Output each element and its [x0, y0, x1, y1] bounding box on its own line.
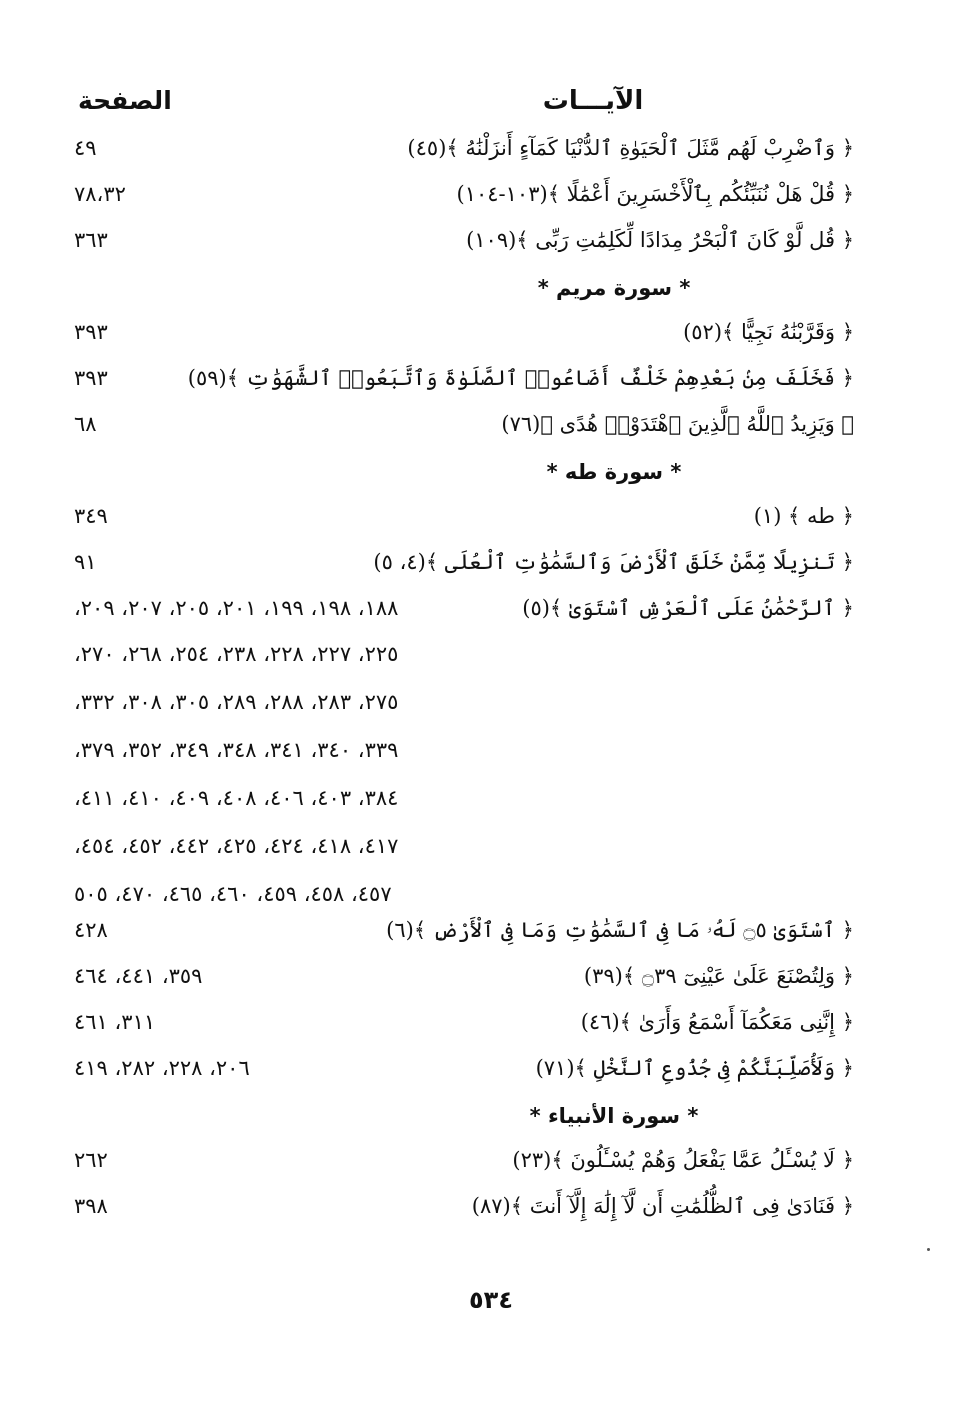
- verse-text: ﴿ لَا يُسْـَٔلُ عَمَّا يَفْعَلُ وَهُمْ يُسْـَٔلُونَ ﴾(٢٣): [512, 1148, 854, 1172]
- index-row: [74, 410, 854, 456]
- page-references: ٢٠٦، ٢٢٨، ٢٨٢، ٤١٩: [74, 1056, 250, 1080]
- verses-column-header: الآيـــات: [542, 86, 644, 116]
- index-row: [74, 134, 854, 180]
- page-references: ٩١: [74, 550, 97, 574]
- verse-text: ﴿ وَلَأُصَلِّبَنَّكُمْ فِى جُذُوعِ ٱلنَّخْلِ ﴾(٧١): [535, 1056, 854, 1080]
- continuation-pages-line: ٤٥٧، ٤٥٨، ٤٥٩، ٤٦٠، ٤٦٥، ٤٧٠، ٥٠٥: [74, 882, 392, 906]
- page-references: ٣٥٩، ٤٤١، ٤٦٤: [74, 964, 203, 988]
- index-row: [74, 364, 854, 410]
- verse-text: ﴿ إِنَّنِى مَعَكُمَآ أَسْمَعُ وَأَرَىٰ ﴾(٤٦): [580, 1010, 854, 1034]
- section-title: * سورة مريم *: [537, 276, 691, 300]
- page-references: ٣٤٩: [74, 504, 108, 528]
- verse-text: ﴿ وَلِتُصْنَعَ عَلَىٰ عَيْنِىٓ ۝٣٩ ﴾(٣٩): [583, 964, 854, 988]
- continuation-pages-line: ٤١٧، ٤١٨، ٤٢٤، ٤٢٥، ٤٤٢، ٤٥٢، ٤٥٤،: [74, 834, 399, 858]
- continuation-pages-line: ٢٢٥، ٢٢٧، ٢٢٨، ٢٣٨، ٢٥٤، ٢٦٨، ٢٧٠،: [74, 642, 399, 666]
- index-row: [74, 594, 854, 640]
- section-title: * سورة طه *: [546, 460, 682, 484]
- verse-text: ﴿ وَقَرَّبْنَٰهُ نَجِيًّا ﴾(٥٢): [683, 320, 854, 344]
- page-references: ٢٦٢: [74, 1148, 108, 1172]
- verse-text: ﴿ فَنَادَىٰ فِى ٱلظُّلُمَٰتِ أَن لَّآ إِلَٰهَ إِلَّآ أَنتَ ﴾(٨٧): [471, 1194, 854, 1218]
- index-row: [74, 1054, 854, 1100]
- index-row: [74, 180, 854, 226]
- continuation-pages-line: ٣٨٤، ٤٠٣، ٤٠٦، ٤٠٨، ٤٠٩، ٤١٠، ٤١١،: [74, 786, 399, 810]
- index-row: [74, 1146, 854, 1192]
- verse-index-list: [74, 134, 854, 640]
- verse-text: ﴿ طه ﴾ (١): [753, 504, 854, 528]
- page-number: ٥٣٤: [469, 1286, 513, 1314]
- index-row: [74, 1192, 854, 1238]
- table-header: [70, 86, 846, 122]
- margin-dot: [927, 1248, 930, 1251]
- page-references: ١٨٨، ١٩٨، ١٩٩، ٢٠١، ٢٠٥، ٢٠٧، ٢٠٩،: [74, 596, 399, 620]
- verse-text: ﴿ ٱلرَّحْمَٰنُ عَلَى ٱلْعَرْشِ ٱسْتَوَىٰ ﴾(٥): [522, 596, 854, 620]
- index-row: [74, 962, 854, 1008]
- index-row: [74, 1008, 854, 1054]
- index-row: [74, 226, 854, 272]
- continuation-pages-line: ٣٣٩، ٣٤٠، ٣٤١، ٣٤٨، ٣٤٩، ٣٥٢، ٣٧٩،: [74, 738, 399, 762]
- continuation-pages-line: ٢٧٥، ٢٨٣، ٢٨٨، ٢٨٩، ٣٠٥، ٣٠٨، ٣٣٢،: [74, 690, 399, 714]
- index-row: [74, 502, 854, 548]
- index-row: [74, 548, 854, 594]
- page-references: ٤٩: [74, 136, 97, 160]
- verse-text: ﴿ قُلْ هَلْ نُنَبِّئُكُم بِٱلْأَخْسَرِينَ أَعْمَٰلًا ﴾(١٠٣-١٠٤): [456, 182, 854, 206]
- page-references: ٣٦٣: [74, 228, 108, 252]
- verse-text: ﴿ قُل لَّوْ كَانَ ٱلْبَحْرُ مِدَادًا لِّكَلِمَٰتِ رَبِّى ﴾(١٠٩): [466, 228, 854, 252]
- verse-text: ﴿ فَخَلَفَ مِنۢ بَعْدِهِمْ خَلْفٌ أَضَاعُوا۟ ٱلصَّلَوٰةَ وَٱتَّبَعُوا۟ ٱلشَّهَوَٰتِ ﴾(٥٩): [187, 366, 854, 390]
- continuation-pages: [74, 640, 398, 928]
- index-row: [74, 916, 854, 962]
- section-title: * سورة الأنبياء *: [529, 1104, 699, 1128]
- verse-text: ﴿ تَنزِيلًا مِّمَّنْ خَلَقَ ٱلْأَرْضَ وَٱلسَّمَٰوَٰتِ ٱلْعُلَى ﴾(٤، ٥): [373, 550, 854, 574]
- verse-text: ﴿ وَٱضْرِبْ لَهُم مَّثَلَ ٱلْحَيَوٰةِ ٱلدُّنْيَا كَمَآءٍ أَنزَلْنَٰهُ ﴾(٤٥): [407, 136, 854, 160]
- surah-section-heading: [74, 456, 854, 502]
- page-references: ٣٩٨: [74, 1194, 108, 1218]
- page-references: ٣٩٣: [74, 320, 108, 344]
- page-references: ٧٨،٣٢: [74, 182, 126, 206]
- page-references: ٣٩٣: [74, 366, 108, 390]
- verse-text: ﴿ وَيَزِيدُ ٱللَّهُ ٱلَّذِينَ ٱهْتَدَوْا۟ هُدًى ﴾(٧٦): [501, 412, 854, 436]
- page-references: ٣١١، ٤٦١: [74, 1010, 156, 1034]
- verse-index-list-continued: [74, 916, 854, 1238]
- surah-section-heading: [74, 272, 854, 318]
- index-row: [74, 318, 854, 364]
- page-references: ٤٢٨: [74, 918, 108, 942]
- pages-column-header: الصفحة: [78, 86, 172, 115]
- verse-text: ﴿ ٱسْتَوَىٰ ۝٥ لَهُۥ مَا فِى ٱلسَّمَٰوَٰتِ وَمَا فِى ٱلْأَرْضِ ﴾(٦): [386, 918, 854, 942]
- surah-section-heading: [74, 1100, 854, 1146]
- page-references: ٦٨: [74, 412, 97, 436]
